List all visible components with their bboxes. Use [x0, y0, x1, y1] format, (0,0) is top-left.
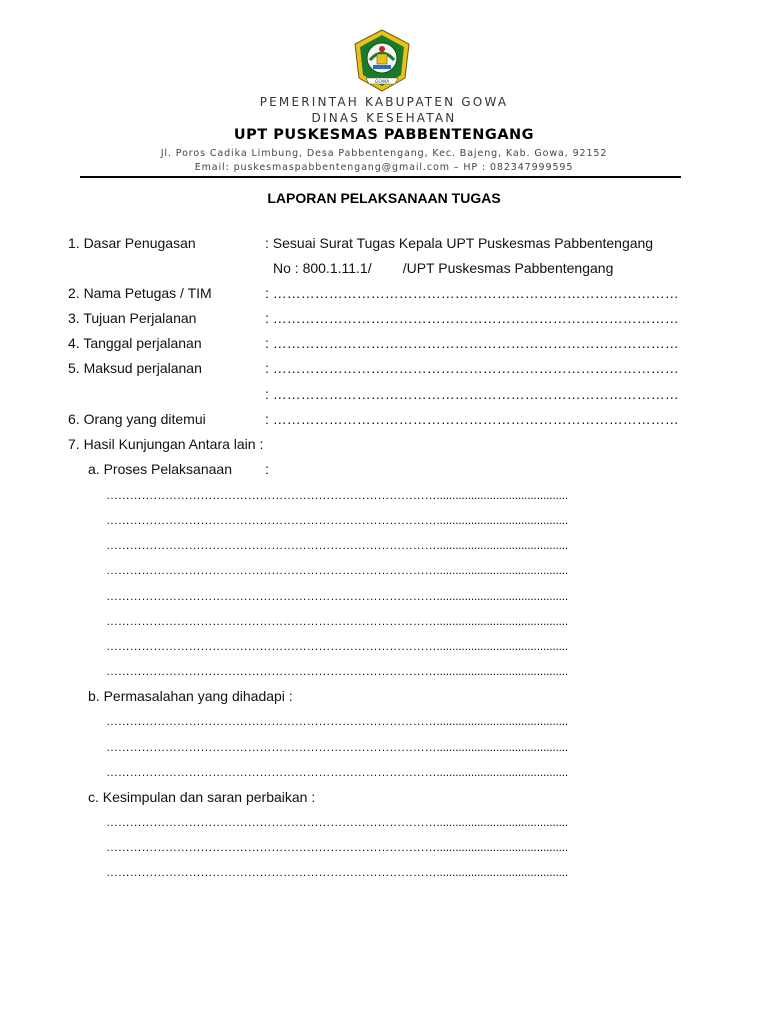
field-value: : Sesuai Surat Tugas Kepala UPT Puskesmas Pabbentengang	[265, 235, 654, 251]
field-label: 1. Dasar Penugasan	[68, 235, 196, 251]
field-maksud-perjalanan-cont	[0, 384, 768, 404]
institution-contact: Email: puskesmaspabbentengang@gmail.com – HP : 082347999595	[194, 162, 574, 173]
field-label: 3. Tujuan Perjalanan	[68, 310, 197, 326]
section-proses-pelaksanaan	[0, 459, 768, 479]
blank-line[interactable]: …………………………………………………………………………..........................................	[106, 589, 569, 603]
field-value: No : 800.1.11.1/ /UPT Puskesmas Pabbentengang	[273, 260, 614, 276]
blank-line[interactable]: …………………………………………………………………………..........................................	[106, 488, 569, 502]
letterhead-divider	[80, 176, 681, 178]
blank-line[interactable]: …………………………………………………………………………..........................................	[106, 740, 569, 754]
section-colon: :	[265, 461, 269, 477]
report-title: LAPORAN PELAKSANAAN TUGAS	[267, 190, 501, 206]
blank-line[interactable]: …………………………………………………………………………..........................................	[106, 765, 569, 779]
blank-line[interactable]: …………………………………………………………………………..........................................	[106, 563, 569, 577]
blank-line[interactable]: …………………………………………………………………………..........................................	[106, 865, 569, 879]
field-tanggal-perjalanan	[0, 333, 768, 353]
field-dasar-penugasan	[0, 233, 768, 253]
blank-line[interactable]: …………………………………………………………………………..........................................	[106, 815, 569, 829]
field-label: 6. Orang yang ditemui	[68, 411, 206, 427]
blank-line[interactable]: …………………………………………………………………………..........................................	[106, 513, 569, 527]
field-dasar-penugasan-number	[0, 258, 768, 278]
field-label: 5. Maksud perjalanan	[68, 360, 202, 376]
section-label: b. Permasalahan yang dihadapi :	[88, 688, 293, 704]
section-permasalahan	[0, 686, 768, 706]
field-orang-ditemui	[0, 409, 768, 429]
department-name: DINAS KESEHATAN	[311, 111, 457, 125]
field-blank[interactable]: : ……………………………………………………………………………	[265, 310, 679, 326]
field-label: 4. Tanggal perjalanan	[68, 335, 202, 351]
field-blank[interactable]: : ……………………………………………………………………………	[265, 360, 679, 376]
field-nama-petugas	[0, 283, 768, 303]
section-label: a. Proses Pelaksanaan	[88, 461, 232, 477]
field-blank[interactable]: : ……………………………………………………………………………	[265, 411, 679, 427]
blank-line[interactable]: …………………………………………………………………………..........................................	[106, 639, 569, 653]
institution-address: Jl. Poros Cadika Limbung, Desa Pabbentengang, Kec. Bajeng, Kab. Gowa, 92152	[160, 148, 608, 159]
gowa-regency-emblem-icon	[352, 28, 412, 94]
field-blank[interactable]: : ……………………………………………………………………………	[265, 386, 679, 402]
field-blank[interactable]: : ……………………………………………………………………………	[265, 335, 679, 351]
institution-name: UPT PUSKESMAS PABBENTENGANG	[233, 127, 535, 143]
field-label: 2. Nama Petugas / TIM	[68, 285, 212, 301]
field-hasil-kunjungan	[0, 434, 768, 454]
blank-line[interactable]: …………………………………………………………………………..........................................	[106, 714, 569, 728]
field-tujuan-perjalanan	[0, 308, 768, 328]
field-blank[interactable]: : ……………………………………………………………………………	[265, 285, 679, 301]
field-maksud-perjalanan	[0, 358, 768, 378]
section-label: c. Kesimpulan dan saran perbaikan :	[88, 789, 316, 805]
blank-line[interactable]: …………………………………………………………………………..........................................	[106, 664, 569, 678]
field-label: 7. Hasil Kunjungan Antara lain :	[68, 436, 264, 452]
blank-line[interactable]: …………………………………………………………………………..........................................	[106, 614, 569, 628]
blank-line[interactable]: …………………………………………………………………………..........................................	[106, 538, 569, 552]
government-name: PEMERINTAH KABUPATEN GOWA	[259, 95, 509, 109]
svg-text:GOWA: GOWA	[374, 80, 390, 85]
blank-line[interactable]: …………………………………………………………………………..........................................	[106, 840, 569, 854]
section-kesimpulan	[0, 787, 768, 807]
